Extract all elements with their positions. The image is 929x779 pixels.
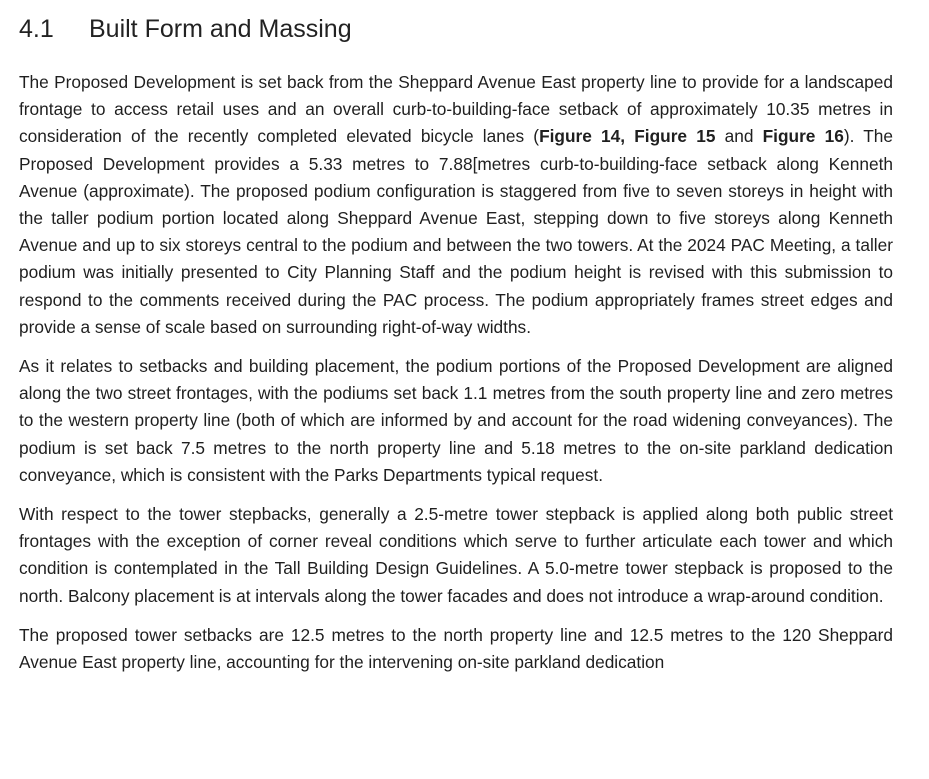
- paragraph-text: The Proposed Development is set back from the Sheppard Avenue East property line to provide for a landscaped frontage to access retail uses and an overall curb-to-building-face setback of approximately 10.35 metres in consideration of the recently completed elevated bicycle lanes (: [19, 72, 893, 147]
- paragraph-tower-stepbacks: [19, 501, 893, 610]
- figure-reference: Figure 16: [762, 126, 844, 147]
- paragraph-text: With respect to the tower stepbacks, generally a 2.5-metre tower stepback is applied along both public street frontages with the exception of corner reveal conditions which serve to further articulate each tower and which condition is contemplated in the Tall Building Design Guidelines. A 5.0-metre tower stepback is proposed to the north. Balcony placement is at intervals along the tower facades and does not introduce a wrap-around condition.: [19, 504, 893, 606]
- section-heading: [19, 12, 352, 46]
- paragraph-setback-frontage: [19, 69, 893, 341]
- paragraph-text: and: [715, 126, 763, 147]
- paragraph-text: As it relates to setbacks and building placement, the podium portions of the Proposed Development are aligned along the two street frontages, with the podiums set back 1.1 metres from the south property line and zero metres to the western property line (both of which are informed by and account for the road widening conveyances). The podium is set back 7.5 metres to the north property line and 5.18 metres to the on-site parkland dedication conveyance, which is consistent with the Parks Departments typical request.: [19, 356, 893, 485]
- section-body: [19, 69, 893, 688]
- paragraph-tower-setbacks: [19, 622, 893, 676]
- paragraph-text: The proposed tower setbacks are 12.5 metres to the north property line and 12.5 metres to the 120 Sheppard Avenue East property line, accounting for the intervening on-site parkland dedication: [19, 624, 893, 673]
- figure-reference: Figure 14, Figure 15: [539, 126, 716, 147]
- paragraph-building-placement: [19, 353, 893, 489]
- paragraph-text: ). The Proposed Development provides a 5.33 metres to 7.88[metres curb-to-building-face setback along Kenneth Avenue (approximate). The proposed podium configuration is staggered from five to seven storeys in height with the taller podium portion located along Sheppard Avenue East, stepping down to five storeys along Kenneth Avenue and up to six storeys central to the podium and between the two towers. At the 2024 PAC Meeting, a taller podium was initially presented to City Planning Staff and the podium height is revised with this submission to respond to the comments received during the PAC process. The podium appropriately frames street edges and provide a sense of scale based on surrounding right-of-way widths.: [19, 126, 894, 337]
- section-title: Built Form and Massing: [89, 15, 352, 43]
- section-number: 4.1: [19, 15, 54, 43]
